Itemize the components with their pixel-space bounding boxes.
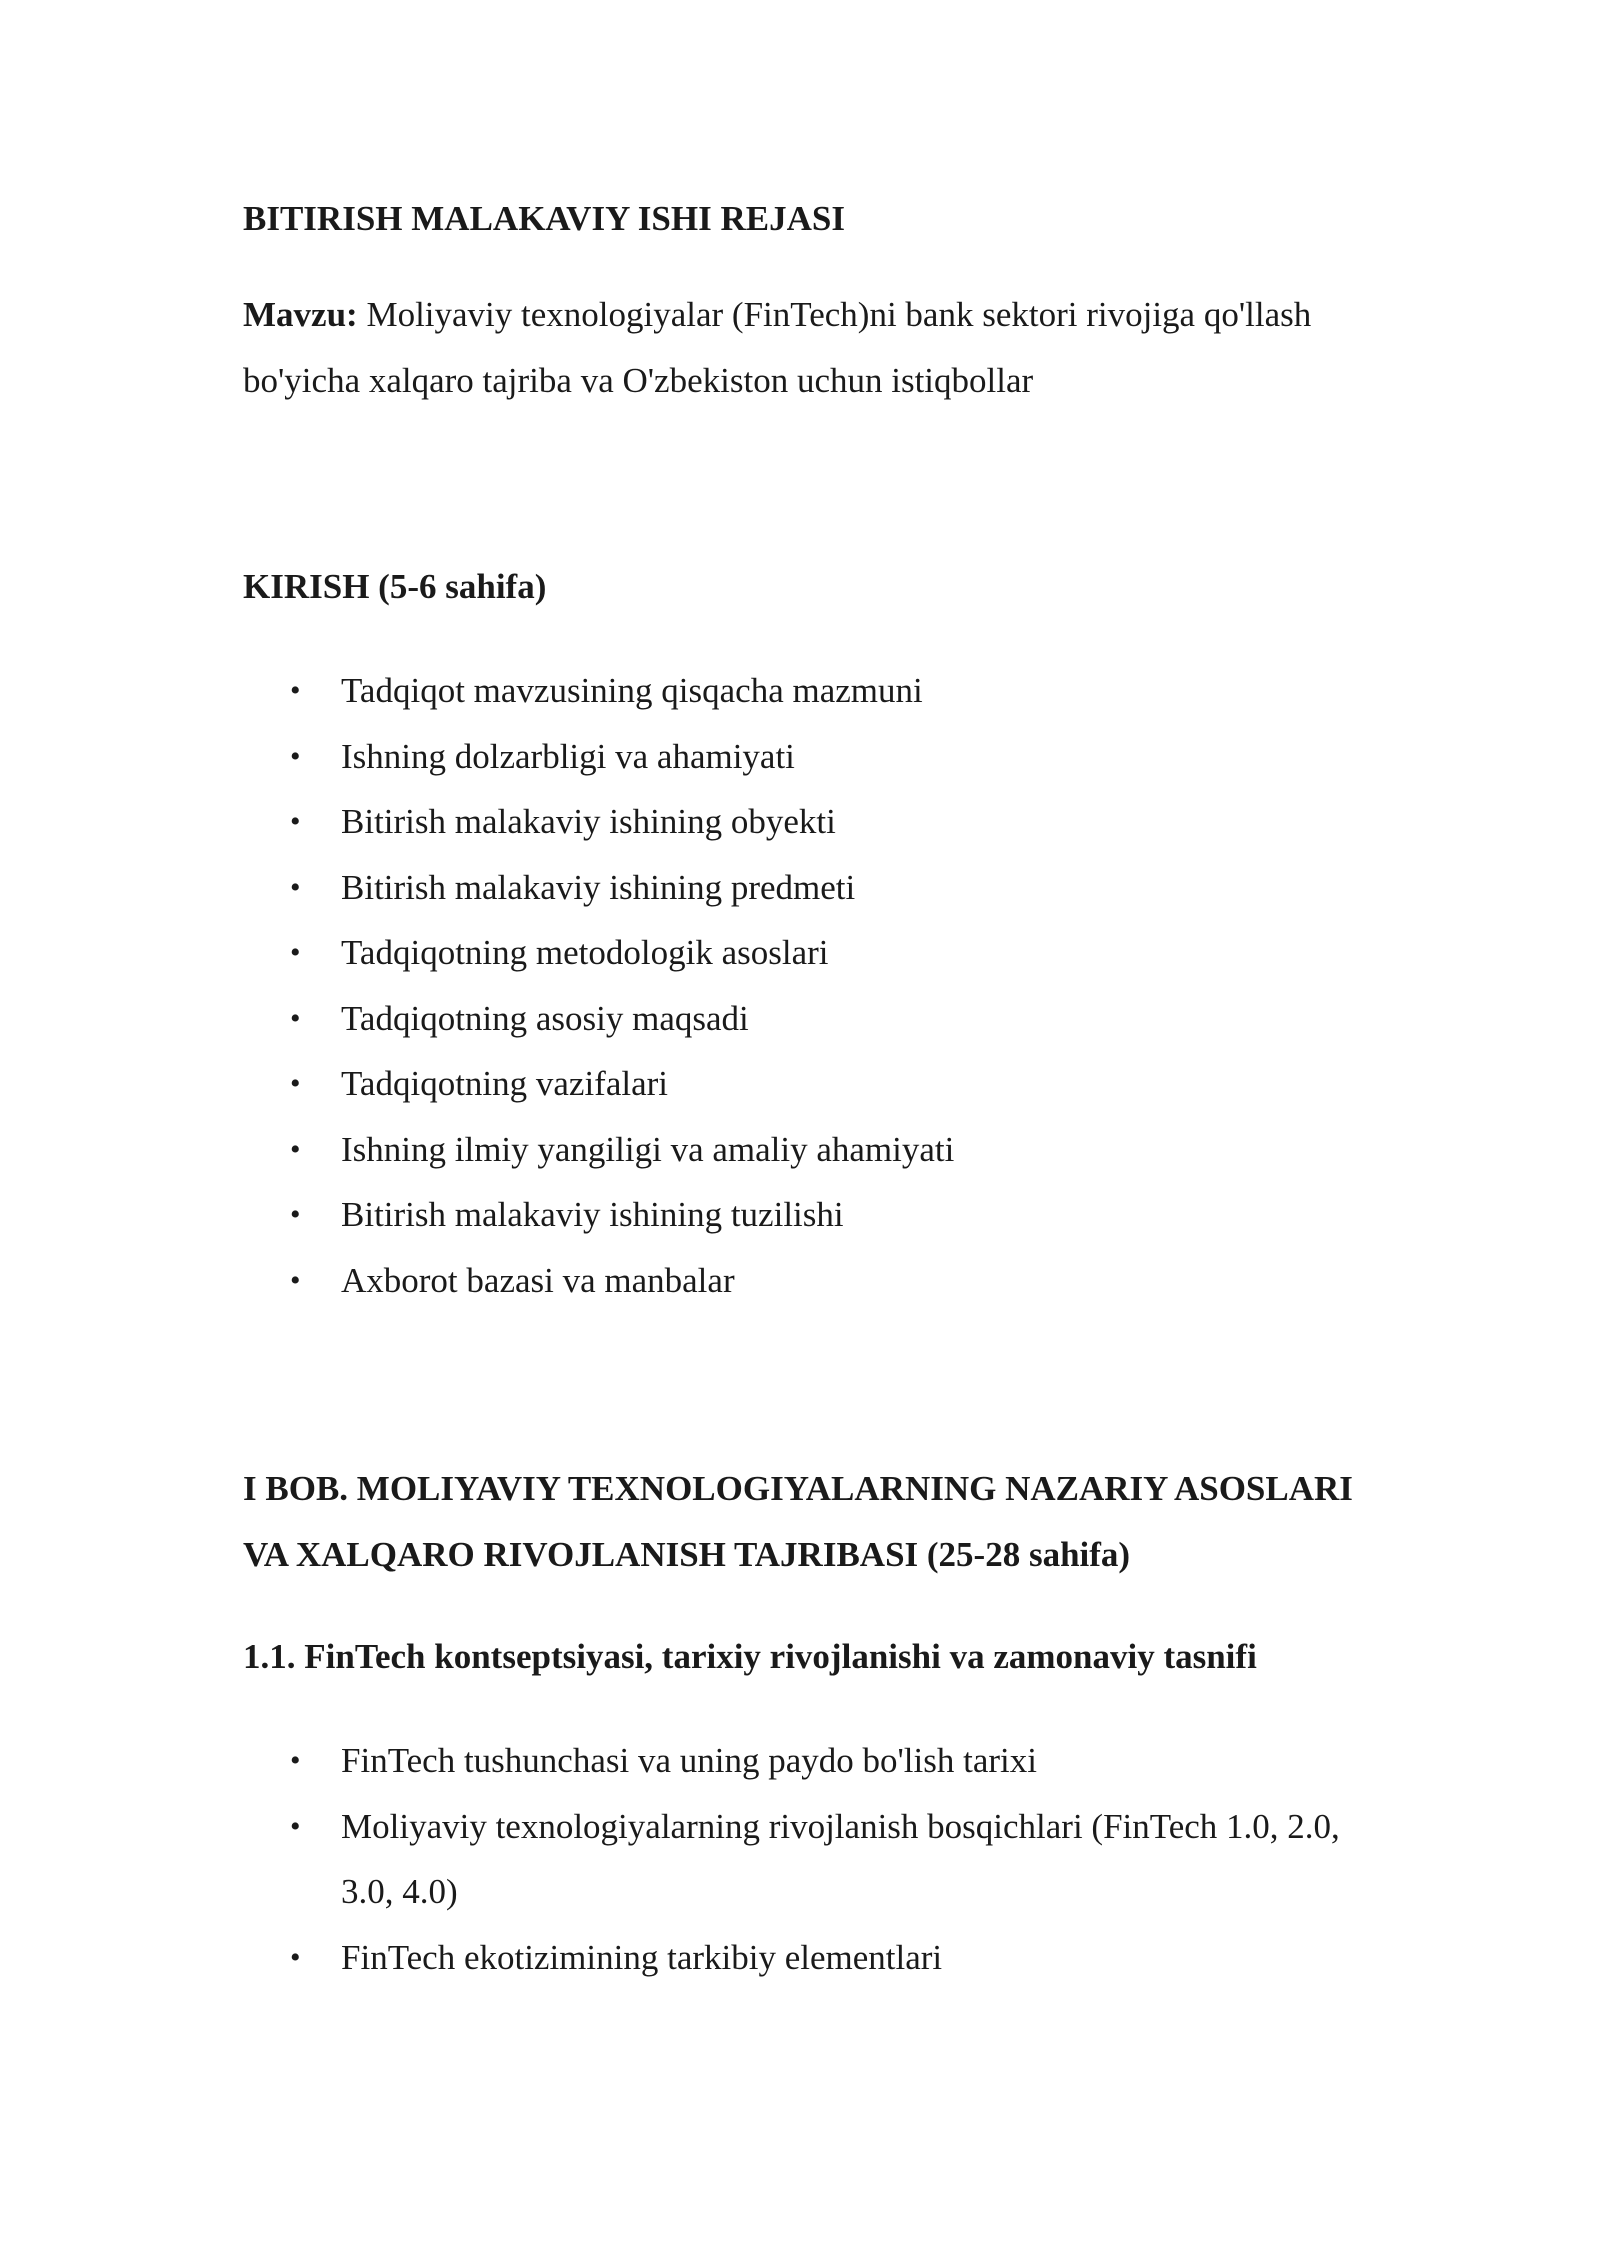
- document-page: [243, 186, 1383, 1990]
- list-item: • FinTech tushunchasi va uning paydo bo'lish tarixi: [243, 1728, 1383, 1794]
- list-item: • Ishning dolzarbligi va ahamiyati: [243, 724, 1383, 790]
- bullet-icon: •: [290, 1940, 301, 1974]
- bullet-icon: •: [290, 870, 301, 904]
- bullet-icon: •: [290, 739, 301, 773]
- kirish-heading: KIRISH (5-6 sahifa): [243, 567, 547, 606]
- topic-paragraph: [243, 282, 1383, 414]
- list-item: • Tadqiqotning asosiy maqsadi: [243, 986, 1383, 1052]
- list-item: • Axborot bazasi va manbalar: [243, 1248, 1383, 1314]
- section-1-1-list: [243, 1728, 1383, 1990]
- bullet-icon: •: [290, 936, 301, 969]
- list-item: • Tadqiqotning vazifalari: [243, 1051, 1383, 1117]
- chapter-1-heading: I BOB. MOLIYAVIY TEXNOLOGIYALARNING NAZARIY ASOSLARI VA XALQARO RIVOJLANISH TAJRIBASI (25-28 sahifa): [243, 1469, 1353, 1574]
- list-item: • Bitirish malakaviy ishining predmeti: [243, 855, 1383, 921]
- list-item: • Bitirish malakaviy ishining tuzilishi: [243, 1182, 1383, 1248]
- bullet-icon: •: [290, 674, 301, 707]
- section-1-1-heading: 1.1. FinTech kontseptsiyasi, tarixiy rivojlanishi va zamonaviy tasnifi: [243, 1637, 1257, 1676]
- topic-label: Mavzu:: [243, 295, 358, 334]
- topic-text: Moliyaviy texnologiyalar (FinTech)ni bank sektori rivojiga qo'llash bo'yicha xalqaro tajriba va O'zbekiston uchun istiqbollar: [243, 295, 1312, 400]
- document-title: BITIRISH MALAKAVIY ISHI REJASI: [243, 199, 845, 238]
- bullet-icon: •: [290, 1067, 301, 1100]
- list-item: • FinTech ekotizimining tarkibiy elementlari: [243, 1925, 1383, 1991]
- kirish-list: [243, 658, 1383, 1313]
- list-item: • Tadqiqotning metodologik asoslari: [243, 920, 1383, 986]
- list-item: • Moliyaviy texnologiyalarning rivojlanish bosqichlari (FinTech 1.0, 2.0, 3.0, 4.0): [243, 1794, 1383, 1925]
- list-item: • Tadqiqot mavzusining qisqacha mazmuni: [243, 658, 1383, 724]
- bullet-icon: •: [290, 1263, 301, 1297]
- bullet-icon: •: [290, 1744, 301, 1777]
- list-item: • Ishning ilmiy yangiligi va amaliy ahamiyati: [243, 1117, 1383, 1183]
- bullet-icon: •: [290, 1132, 301, 1166]
- bullet-icon: •: [290, 1809, 301, 1843]
- bullet-icon: •: [290, 1198, 301, 1231]
- bullet-icon: •: [290, 805, 301, 838]
- list-item: • Bitirish malakaviy ishining obyekti: [243, 789, 1383, 855]
- bullet-icon: •: [290, 1001, 301, 1035]
